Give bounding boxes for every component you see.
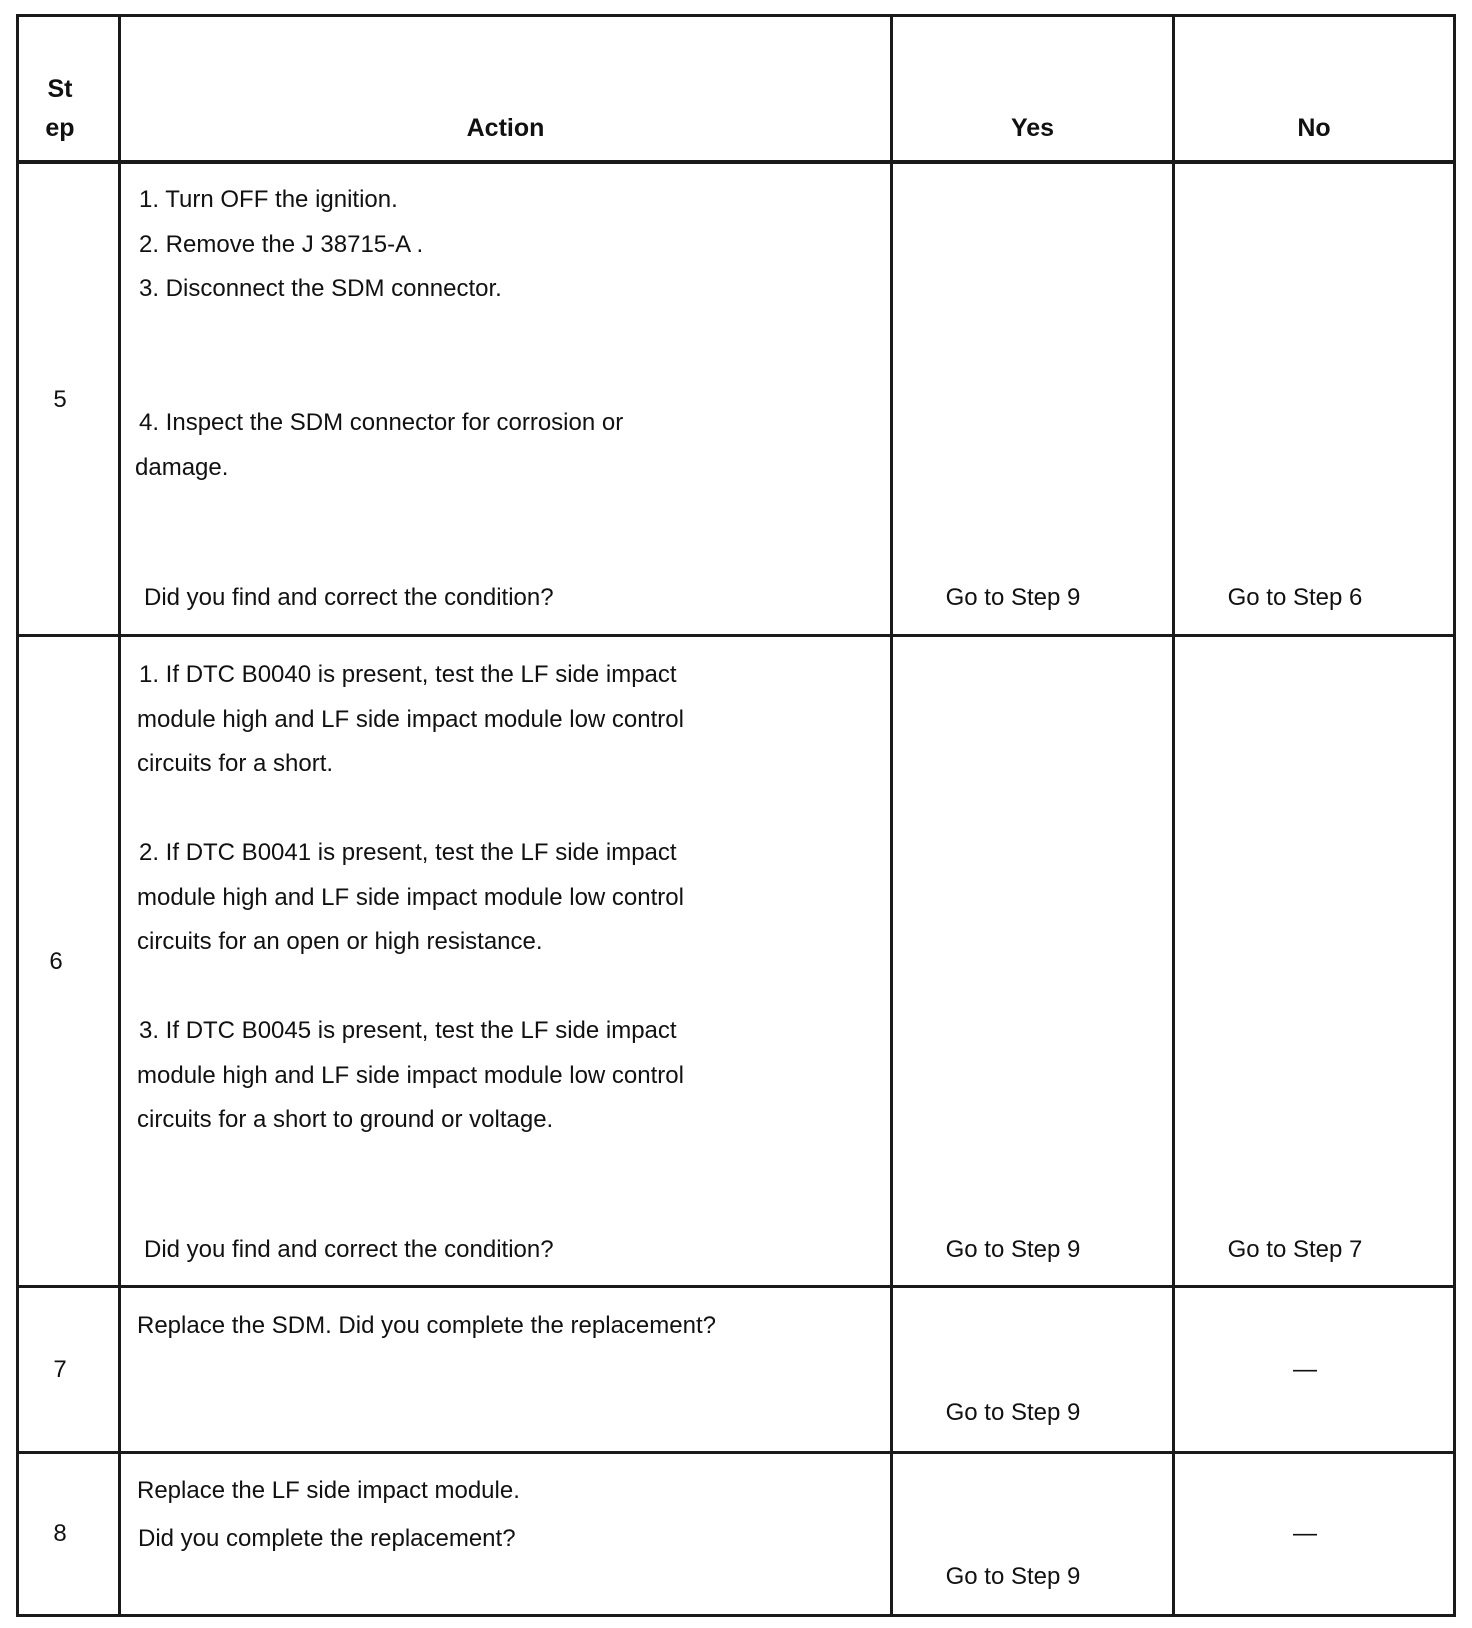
table-border-top xyxy=(16,14,1456,17)
step-number: 5 xyxy=(53,386,67,413)
action-line: circuits for an open or high resistance. xyxy=(137,928,543,955)
yes-result: Go to Step 9 xyxy=(945,1563,1081,1590)
step-number: 6 xyxy=(49,948,63,975)
yes-result: Go to Step 9 xyxy=(945,1399,1081,1426)
action-line: module high and LF side impact module low control xyxy=(137,1062,684,1089)
action-line: 3. If DTC B0045 is present, test the LF side impact xyxy=(139,1017,677,1044)
action-line: Replace the LF side impact module. xyxy=(137,1477,520,1504)
row-divider xyxy=(16,1451,1456,1454)
yes-result: Go to Step 9 xyxy=(945,1236,1081,1263)
action-line: circuits for a short to ground or voltage. xyxy=(137,1106,554,1133)
step-number: 8 xyxy=(53,1520,67,1547)
no-result: — xyxy=(1293,1520,1317,1547)
row-divider xyxy=(16,634,1456,637)
no-result: Go to Step 6 xyxy=(1227,584,1363,611)
action-line: module high and LF side impact module low control xyxy=(137,706,684,733)
yes-result: Go to Step 9 xyxy=(945,584,1081,611)
table-border-right xyxy=(1453,14,1456,1617)
header-yes: Yes xyxy=(1010,114,1055,142)
header-action: Action xyxy=(466,114,545,142)
action-line: 3. Disconnect the SDM connector. xyxy=(139,275,502,302)
action-line: 4. Inspect the SDM connector for corrosion or xyxy=(139,409,624,436)
action-line: Did you complete the replacement? xyxy=(138,1525,516,1552)
action-question: Did you find and correct the condition? xyxy=(144,584,554,611)
action-line: damage. xyxy=(135,454,229,481)
table-border-bottom xyxy=(16,1614,1456,1617)
header-divider xyxy=(16,160,1456,164)
action-question: Did you find and correct the condition? xyxy=(144,1236,554,1263)
action-line: 2. If DTC B0041 is present, test the LF side impact xyxy=(139,839,677,866)
row-divider xyxy=(16,1285,1456,1288)
action-line: circuits for a short. xyxy=(137,750,334,777)
no-result: — xyxy=(1293,1356,1317,1383)
action-line: module high and LF side impact module low control xyxy=(137,884,684,911)
header-no: No xyxy=(1297,114,1331,142)
action-line: 1. Turn OFF the ignition. xyxy=(139,186,398,213)
column-divider xyxy=(118,14,121,1617)
column-divider xyxy=(890,14,893,1617)
step-number: 7 xyxy=(53,1356,67,1383)
action-line: 2. Remove the J 38715-A . xyxy=(139,231,424,258)
action-line: 1. If DTC B0040 is present, test the LF side impact xyxy=(139,661,677,688)
header-step-line2: ep xyxy=(45,114,75,142)
no-result: Go to Step 7 xyxy=(1227,1236,1363,1263)
action-line: Replace the SDM. Did you complete the replacement? xyxy=(137,1312,716,1339)
header-step-line1: St xyxy=(47,75,73,103)
